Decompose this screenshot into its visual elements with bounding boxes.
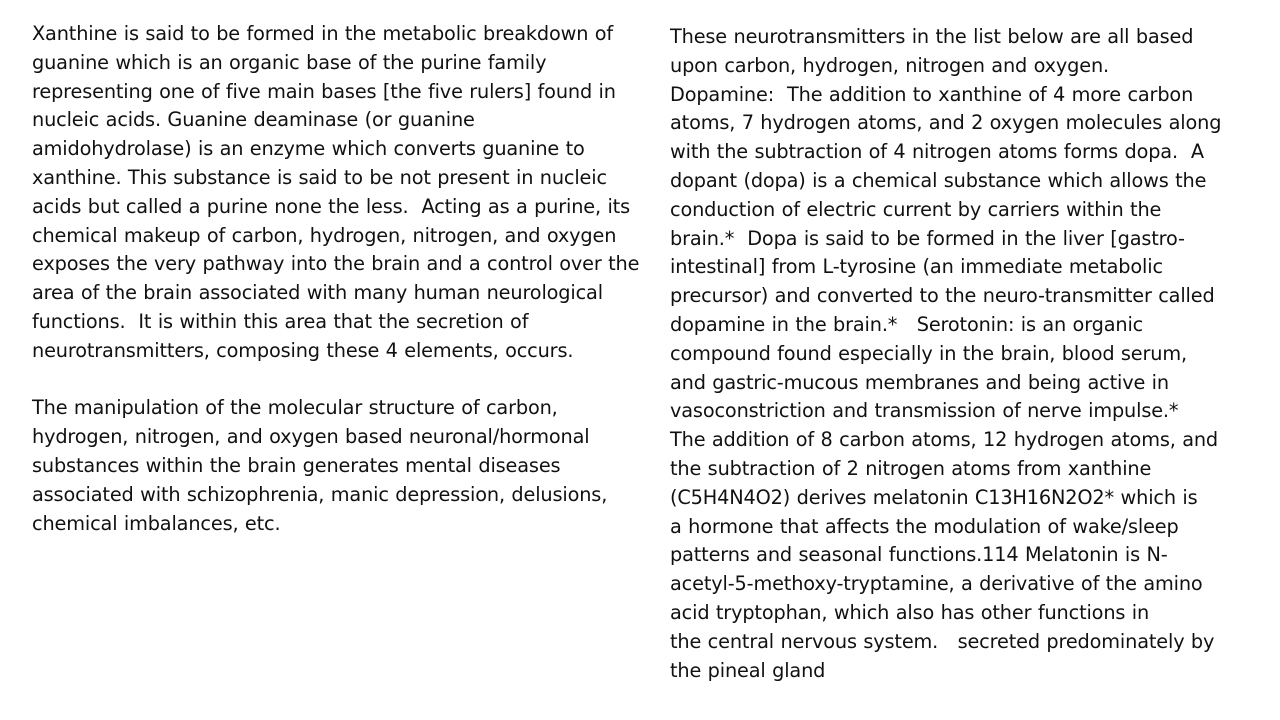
text-line: These neurotransmitters in the list below are all based [670,25,1194,48]
text-line: exposes the very pathway into the brain and a control over the [32,252,640,276]
text-line: associated with schizophrenia, manic depression, delusions, [32,482,608,506]
text-line: The manipulation of the molecular structure of carbon, [32,396,558,420]
text-line: patterns and seasonal functions.114 Melatonin is N- [670,543,1168,567]
text-line: intestinal] from L-tyrosine (an immediate metabolic [670,255,1163,279]
text-line: hydrogen, nitrogen, and oxygen based neuronal/hormonal [32,425,590,449]
text-line: precursor) and converted to the neuro-transmitter called [670,284,1215,308]
text-line: atoms, 7 hydrogen atoms, and 2 oxygen molecules along [670,111,1222,135]
text-line: the central nervous system. secreted predominately by [670,629,1215,653]
paragraph-neurotransmitters [670,23,1270,685]
text-line: acid tryptophan, which also has other functions in [670,600,1150,624]
text-line: guanine which is an organic base of the purine family [32,50,547,74]
text-line: a hormone that affects the modulation of wake/sleep [670,514,1179,538]
text-line: brain.* Dopa is said to be formed in the liver [gastro- [670,226,1185,250]
text-line: conduction of electric current by carriers within the [670,197,1162,221]
text-line: dopamine in the brain.* Serotonin: is an organic [670,312,1144,336]
text-line: compound found especially in the brain, blood serum, [670,341,1187,365]
text-line: substances within the brain generates mental diseases [32,453,561,477]
text-line: The addition of 8 carbon atoms, 12 hydrogen atoms, and [670,428,1219,452]
paragraph-spacer [32,366,652,395]
text-line: amidohydrolase) is an enzyme which converts guanine to [32,137,585,161]
text-line: the subtraction of 2 nitrogen atoms from xanthine [670,456,1152,480]
right-column [670,23,1270,685]
text-line: (C5H4N4O2) derives melatonin C13H16N2O2* which is [670,485,1198,509]
left-column [32,20,652,538]
text-line: the pineal gland [670,658,826,682]
text-line: dopant (dopa) is a chemical substance which allows the [670,168,1207,192]
text-line: and gastric-mucous membranes and being active in [670,370,1169,394]
text-line: functions. It is within this area that the secretion of [32,309,529,333]
text-line: acetyl-5-methoxy-tryptamine, a derivative of the amino [670,572,1203,596]
text-line: representing one of five main bases [the five rulers] found in [32,79,616,103]
text-line: Xanthine is said to be formed in the metabolic breakdown of [32,22,614,45]
text-line: chemical imbalances, etc. [32,511,281,535]
text-line: neurotransmitters, composing these 4 elements, occurs. [32,338,574,362]
text-line: upon carbon, hydrogen, nitrogen and oxygen. [670,53,1110,77]
text-line: nucleic acids. Guanine deaminase (or guanine [32,108,475,132]
text-line: Dopamine: The addition to xanthine of 4 more carbon [670,82,1194,106]
paragraph-manipulation [32,394,652,538]
text-line: with the subtraction of 4 nitrogen atoms forms dopa. A [670,140,1204,164]
paragraph-xanthine [32,20,652,366]
text-line: vasoconstriction and transmission of nerve impulse.* [670,399,1179,423]
text-line: chemical makeup of carbon, hydrogen, nitrogen, and oxygen [32,223,617,247]
text-line: acids but called a purine none the less. Acting as a purine, its [32,194,630,218]
text-line: xanthine. This substance is said to be not present in nucleic [32,165,607,189]
text-line: area of the brain associated with many human neurological [32,281,603,305]
